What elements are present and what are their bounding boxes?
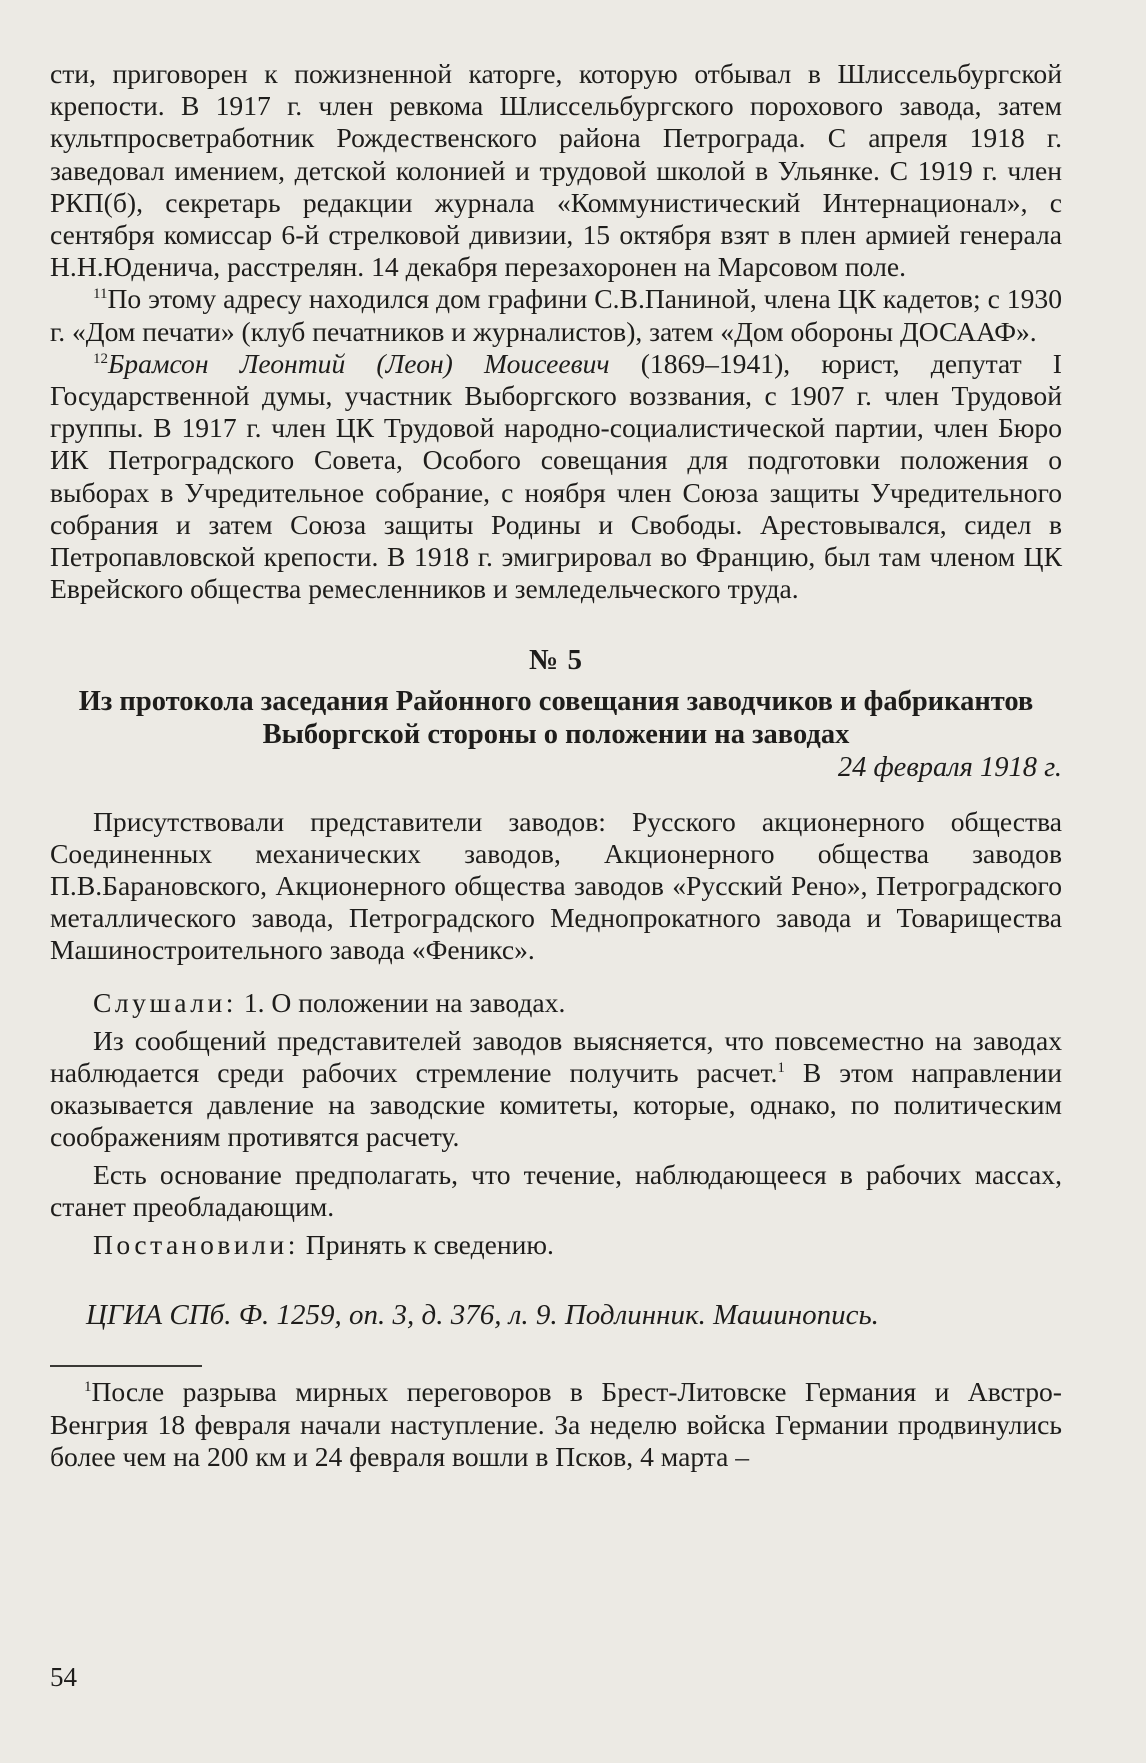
page-footnotes	[50, 1376, 1062, 1473]
document-number: № 5	[529, 644, 583, 677]
footnote-continuation: сти, приговорен к пожизненной каторге, которую отбывал в Шлиссельбургской крепости. В 1917 г. член ревкома Шлиссельбургского порохового завода, затем культпросветработник Рождественского района Петрограда. С апреля 1918 г. заведовал имением, детской колонией и трудовой школой в Ульянке. С 1919 г. член РКП(б), секретарь редакции журнала «Коммунистический Интернационал», с сентября комиссар 6-й стрелковой дивизии, 15 октября взят в плен армией генерала Н.Н.Юденича, расстрелян. 14 декабря перезахоронен на Марсовом поле.	[50, 58, 1062, 283]
footnote-12	[50, 348, 1062, 606]
footnote-ref: 1	[777, 1060, 785, 1077]
resolved-text: Принять к сведению.	[298, 1229, 554, 1261]
attendees-paragraph: Присутствовали представители заводов: Русского акционерного общества Соединенных механических заводов, Акционерного общества заводов П.В.Барановского, Акционерного общества заводов «Русский Рено», Петроградского металлического завода, Петроградского Меднопрокатного завода и Товарищества Машиностроительного завода «Феникс».	[50, 806, 1062, 966]
page-body	[50, 58, 1062, 1473]
report-paragraph	[50, 1025, 1062, 1153]
resolved-label: Постановили:	[93, 1229, 299, 1261]
footnote-divider	[50, 1365, 202, 1367]
heard-text: 1. О положении на заводах.	[236, 987, 566, 1019]
heard-paragraph	[50, 987, 1062, 1019]
footnote-marker: 1	[84, 1379, 92, 1396]
archive-source: ЦГИА СПб. Ф. 1259, оп. 3, д. 376, л. 9. Подлинник. Машинопись.	[86, 1299, 879, 1332]
footnote-text: (1869–1941), юрист, депутат I Государственной думы, участник Выборгского воззвания, с 1907 г. член Трудовой группы. В 1917 г. член ЦК Трудовой народно-социалистической партии, член Бюро ИК Петроградского Совета, Особого совещания для подготовки положения о выборах в Учредительное собрание, с ноября член Союза защиты Учредительного собрания и затем Союза защиты Родины и Свободы. Арестовывался, сидел в Петропавловской крепости. В 1918 г. эмигрировал во Францию, был там членом ЦК Еврейского общества ремесленников и земледельческого труда.	[50, 347, 1062, 605]
assumption-paragraph: Есть основание предполагать, что течение, наблюдающееся в рабочих массах, станет преобладающим.	[50, 1159, 1062, 1223]
previous-footnotes	[50, 58, 1062, 605]
page-number: 54	[50, 1662, 77, 1692]
footnote-marker: 12	[93, 350, 108, 367]
footnote-11	[50, 283, 1062, 347]
document-title: Из протокола заседания Районного совещания заводчиков и фабрикантов Выборгской стороны о положении на заводах	[78, 686, 1034, 751]
footnote-person-name: Брамсон Леонтий (Леон) Моисеевич	[108, 347, 610, 379]
report-text-1: Из сообщений представителей заводов выясняется, что повсеместно на заводах наблюдается среди рабочих стремление получить расчет.	[50, 1025, 1062, 1089]
document-date: 24 февраля 1918 г.	[837, 752, 1062, 784]
footnote-1	[50, 1376, 1062, 1473]
footnote-text: После разрыва мирных переговоров в Брест-Литовске Германия и Австро-Венгрия 18 февраля начали наступление. За неделю войска Германии продвинулись более чем на 200 км и 24 февраля вошли в Псков, 4 марта –	[50, 1376, 1062, 1472]
report-text-2: В этом направлении оказывается давление на заводские комитеты, которые, однако, по политическим соображениям противятся расчету.	[50, 1057, 1062, 1153]
footnote-marker: 11	[93, 286, 108, 303]
heard-label: Слушали:	[93, 987, 237, 1019]
footnote-text: По этому адресу находился дом графини С.В.Паниной, члена ЦК кадетов; с 1930 г. «Дом печати» (клуб печатников и журналистов), затем «Дом обороны ДОСААФ».	[50, 283, 1062, 347]
resolved-paragraph	[50, 1229, 1062, 1261]
